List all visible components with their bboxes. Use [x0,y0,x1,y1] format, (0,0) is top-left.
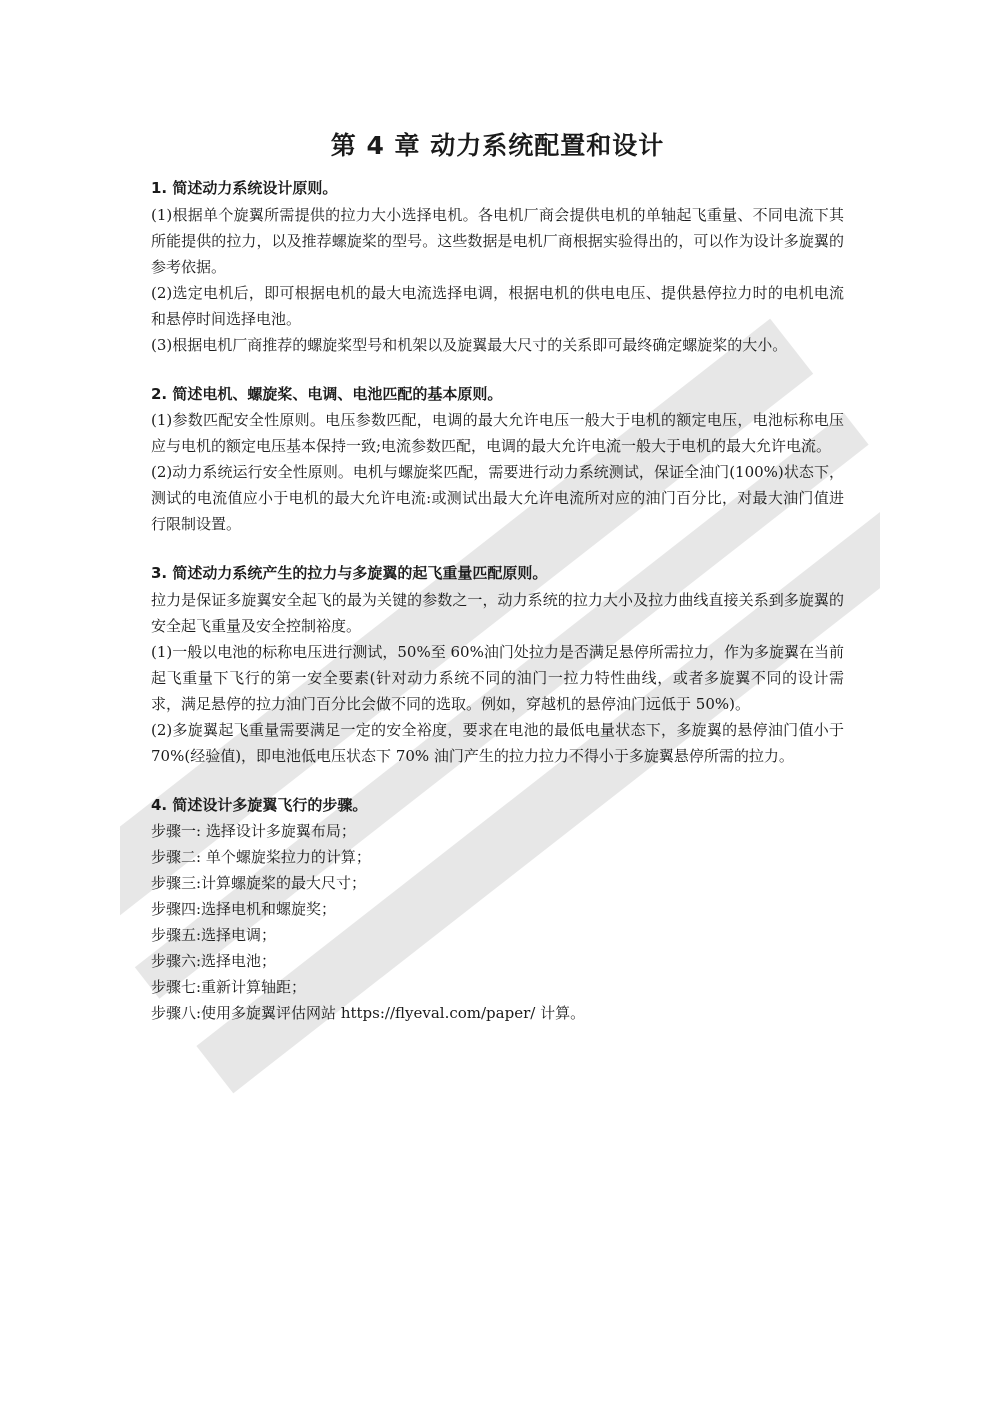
section-2 [151,382,844,538]
step-item: 步骤二: 单个螺旋桨拉力的计算； [151,848,371,866]
step-item: 步骤三:计算螺旋桨的最大尺寸； [151,874,367,892]
section-heading: 4. 简述设计多旋翼飞行的步骤。 [151,795,368,814]
step-item: 步骤一: 选择设计多旋翼布局； [151,822,356,840]
paragraph: (2)多旋翼起飞重量需要满足一定的安全裕度，要求在电池的最低电量状态下，多旋翼的悬停油门值小于 70%(经验值)，即电池低电压状态下 70% 油门产生的拉力拉力不得小于多旋翼悬停所需的拉力。 [151,720,844,765]
section-4 [151,793,844,1027]
paragraph: (3)根据电机厂商推荐的螺旋桨型号和机架以及旋翼最大尺寸的关系即可最终确定螺旋桨的大小。 [151,335,788,354]
section-heading: 2. 简述电机、螺旋桨、电调、电池匹配的基本原则。 [151,384,503,403]
paragraph: (1)根据单个旋翼所需提供的拉力大小选择电机。各电机厂商会提供电机的单轴起飞重量、不同电流下其所能提供的拉力，以及推荐螺旋桨的型号。这些数据是电机厂商根据实验得出的，可以作为设计多旋翼的参考依据。 [151,205,844,276]
document-content [151,128,844,1050]
paragraph: 拉力是保证多旋翼安全起飞的最为关键的参数之一，动力系统的拉力大小及拉力曲线直接关系到多旋翼的安全起飞重量及安全控制裕度。 [151,590,844,635]
paragraph: (2)选定电机后，即可根据电机的最大电流选择电调，根据电机的供电电压、提供悬停拉力时的电机电流和悬停时间选择电池。 [151,283,844,328]
section-1 [151,176,844,358]
paragraph: (1)一般以电池的标称电压进行测试，50%至 60%油门处拉力是否满足悬停所需拉力，作为多旋翼在当前起飞重量下飞行的第一安全要素(针对动力系统不同的油门一拉力特性曲线，或者多旋翼不同的设计需求，满足悬停的拉力油门百分比会做不同的选取。例如，穿越机的悬停油门远低于 50%)。 [151,642,844,713]
step-item: 步骤五:选择电调； [151,926,277,944]
paragraph: (1)参数匹配安全性原则。电压参数匹配，电调的最大允许电压一般大于电机的额定电压，电池标称电压应与电机的额定电压基本保持一致;电流参数匹配，电调的最大允许电流一般大于电机的最大允许电流。 [151,411,844,455]
chapter-title: 第 4 章 动力系统配置和设计 [330,131,665,160]
step-item: 步骤六:选择电池； [151,952,277,970]
paragraph: (2)动力系统运行安全性原则。电机与螺旋桨匹配，需要进行动力系统测试，保证全油门(100%)状态下，测试的电流值应小于电机的最大允许电流:或测试出最大允许电流所对应的油门百分比，对最大油门值进行限制设置。 [151,463,844,533]
section-3 [151,561,844,769]
section-heading: 1. 简述动力系统设计原则。 [151,179,338,197]
step-item: 步骤四:选择电机和螺旋奖； [151,900,337,918]
step-item: 步骤八:使用多旋翼评估网站 https://flyeval.com/paper/ 计算。 [151,1004,586,1022]
step-item: 步骤七:重新计算轴距； [151,978,307,996]
section-heading: 3. 简述动力系统产生的拉力与多旋翼的起飞重量匹配原则。 [151,564,548,582]
